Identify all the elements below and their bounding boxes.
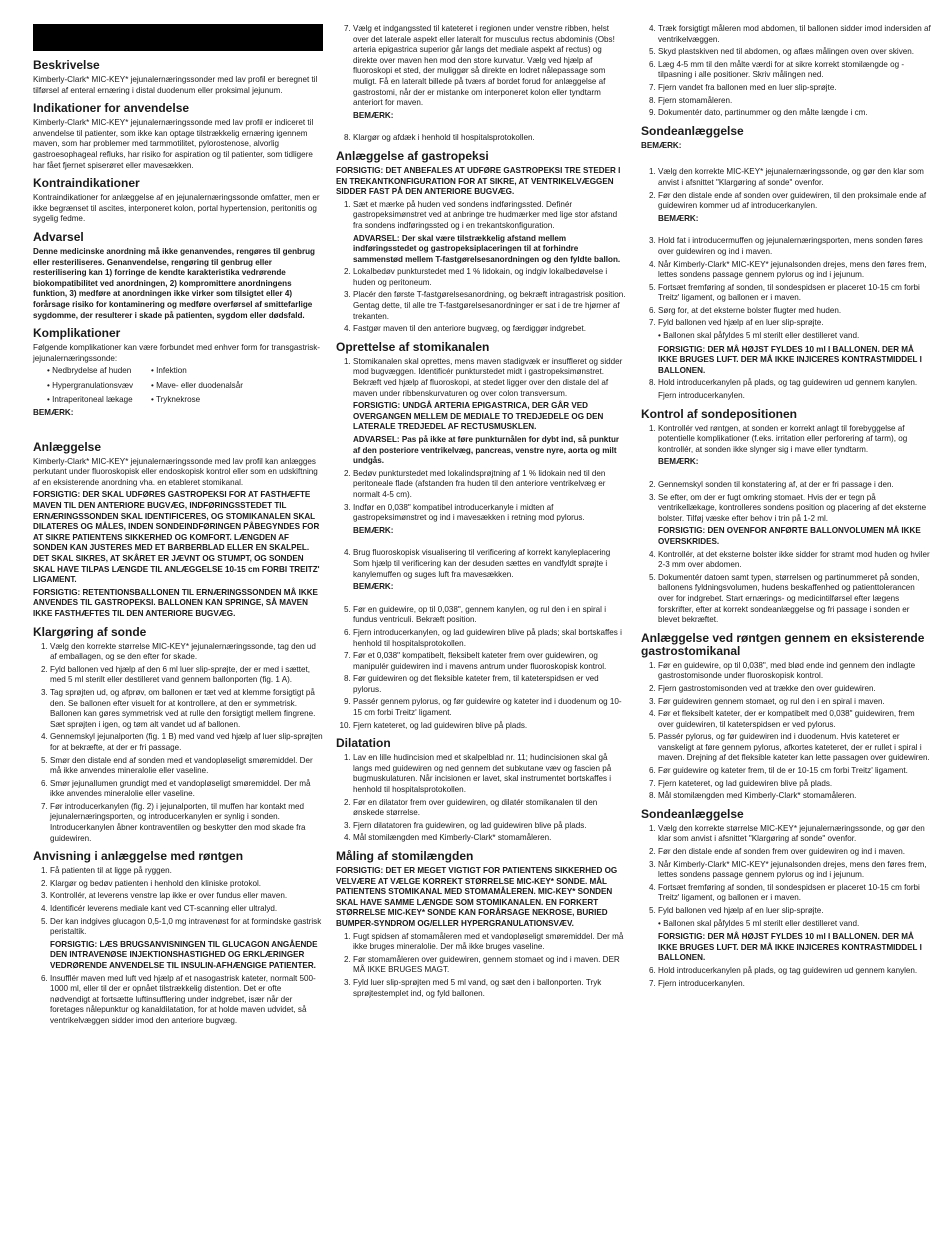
list-item-text: Før en guidewire, op til 0,038", med blød ende ind gennem den indlagte gastrostomisonde under fluoroskopisk kontrol.: [658, 660, 916, 681]
column-left: [33, 24, 323, 1029]
bullet-note: • Ballonen skal påfyldes 5 ml sterilt eller destilleret vand.: [658, 918, 860, 928]
list-item-text: Gennemskyl jejunalporten (fig. 1 B) med vand ved hjælp af luer slip-sprøjten for at bekræfte, at der er fri passage.: [50, 732, 323, 752]
list-item-text: Insufflér maven med luft ved hjælp af et nasogastrisk kateter, normalt 500-1000 ml, eller til der er opnået tilstrækkelig distention. Det er ofte nødvendigt at fortsætte luftinsufflering under indgrebet, især når der foretages nålepunktur og kanaldilatation, for at holde maven udvidet, så ventrikelvæggen sidder imod den anteriore bugvæg.: [50, 973, 316, 1025]
list-item-text: Fjern introducerkanylen.: [658, 978, 745, 988]
list-item: [658, 906, 931, 964]
note-label: BEMÆRK:: [658, 457, 699, 467]
list-item-text: Før stomamåleren over guidewiren, gennem stomaet og ind i maven. DER MÅ IKKE BRUGES MAGT.: [353, 954, 620, 975]
numbered-list: [641, 167, 931, 401]
section-heading: Måling af stomilængden: [336, 849, 474, 863]
warning-text: FORSIGTIG: DET ANBEFALES AT UDFØRE GASTROPEKSI TRE STEDER I EN TREKANTKONFIGURATION FOR AT SIKRE, AT VENTRIKELVÆGGEN SIDDER FAST PÅ DEN ANTERIORE BUGVÆG.: [336, 165, 621, 197]
bullet-note: • Ballonen skal påfyldes 5 ml sterilt eller destilleret vand.: [658, 331, 860, 341]
list-item-text: Der kan indgives glucagon 0,5-1,0 mg intravenøst for at formindske gastrisk peristaltik.: [50, 916, 322, 937]
section-heading: Anlæggelse af gastropeksi: [336, 148, 489, 163]
list-item: [658, 847, 931, 858]
list-item-text: Indfør en 0,038" kompatibel introducerkanyle i midten af gastropeksimønstret og ind i mavesækken i retning mod pylorus.: [353, 502, 585, 523]
list-item-text: Mål stomilængden med Kimberly-Clark* stomamåleren.: [658, 791, 857, 801]
section-heading: Kontrol af sondepositionen: [641, 406, 797, 421]
list-item-text: Træk forsigtigt måleren mod abdomen, til ballonen sidder imod indersiden af ventrikelvæggen.: [658, 24, 931, 44]
warning-text: FORSIGTIG: DER MÅ HØJST FYLDES 10 ml I BALLONEN. DER MÅ IKKE BRUGES LUFT. DER MÅ IKKE INJICERES KONTRASTMIDDEL I BALLONEN.: [658, 932, 922, 963]
list-item-text: Sørg for, at det eksterne bolster flugter med huden.: [658, 305, 842, 315]
list-item: [353, 503, 626, 537]
list-item: [50, 974, 323, 1027]
list-item: [658, 709, 931, 730]
list-item: [658, 550, 931, 571]
list-item: [658, 60, 931, 81]
list-item-text: Fjern introducerkanylen, og lad guidewiren blive på plads; skal bortskaffes i henhold til hospitalsprotokollen.: [353, 627, 622, 648]
list-item-text: Fjern stomamåleren.: [658, 95, 733, 105]
paragraph: Kimberly-Clark* MIC-KEY* jejunalernæringssonder med lav profil er beregnet til tilførsel af enteral ernæring i distal duodenum eller proksimal jejunum.: [33, 75, 318, 95]
list-item-text: Sæt et mærke på huden ved sondens indføringssted. Definér gastropeksimønstret ved at anbringe tre hudmærker med lige stor afstand fra sondens indføringssted og i en trekantskonfiguration.: [353, 199, 618, 230]
list-item-text: Før den distale ende af sonden frem over guidewiren og ind i maven.: [658, 847, 905, 857]
list-item-text: Gennemskyl sonden til konstatering af, at der er fri passage i den.: [658, 480, 894, 489]
list-item: [50, 665, 323, 686]
list-item-text: Før et 0,038" kompatibelt, fleksibelt kateter frem over guidewiren, og manipulér guidewiren ind i mavens antrum under fluoroskopisk kontrol.: [353, 651, 607, 671]
warning-text: FORSIGTIG: DET ER MEGET VIGTIGT FOR PATIENTENS SIKKERHED OG VELVÆRE AT VÆLGE KORREKT STØRRELSE MIC-KEY* SONDE. MÅL PATIENTENS STOMIKANAL MED STOMAMÅLEREN. MIC-KEY* SONDEN SKAL HAVE SAMME LÆNGDE SOM STOMIKANALEN. EN FORKERT STØRRELSE MIC-KEY* SONDE KAN FORÅRSAGE NEKROSE, BURIED BUMPER-SYNDROM OG/ELLER HYPERGRANULATIONSVÆV.: [336, 866, 618, 928]
numbered-list: [336, 24, 626, 144]
list-item-text: Før en dilatator frem over guidewiren, og dilatér stomikanalen til den ønskede størrelse.: [353, 797, 598, 818]
section-heading: Oprettelse af stomikanalen: [336, 339, 490, 354]
section-heading: Beskrivelse: [33, 58, 100, 72]
list-item: [353, 200, 626, 266]
list-item: [50, 642, 323, 663]
list-item-text: Smør jejunallumen grundigt med et vandopløseligt smøremiddel. Der må ikke anvendes mineralolie eller vaseline.: [50, 778, 311, 799]
list-item-text: Fortsæt fremføring af sonden, til sondespidsen er placeret 10-15 cm forbi Treitz' ligament, og ballonen er i maven.: [658, 282, 920, 303]
list-item-text: Før guidewiren og det fleksible kateter frem, til kateterspidsen er ved pylorus.: [353, 674, 599, 694]
note-label: BEMÆRK:: [353, 582, 394, 592]
list-item-text: Når Kimberly-Clark* MIC-KEY* jejunalsonden drejes, mens den føres frem, lettes sondens passage gennem pylorus og ind i jejunum.: [658, 859, 927, 880]
list-item: [658, 684, 931, 695]
list-item: [658, 378, 931, 401]
list-item-text: Fjern kateteret, og lad guidewiren blive på plads.: [658, 778, 833, 788]
list-item-text: Skyd plastskiven ned til abdomen, og aflæs målingen oven over skiven.: [658, 47, 914, 57]
list-item-text: Vælg den korrekte MIC-KEY* jejunalernæringssonde, og gør den klar som anvist i afsnittet "Klargøring af sonde" ovenfor.: [658, 167, 924, 187]
list-item-text: Hold fat i introducermuffen og jejunalernæringsporten, mens sonden føres over guidewiren og ind i maven.: [658, 236, 923, 256]
list-item: [50, 732, 323, 753]
list-item: [658, 283, 931, 304]
note-label: BEMÆRK:: [353, 525, 394, 535]
list-item-text: Fyld ballonen ved hjælp af den 6 ml luer slip-sprøjte, der er med i sættet, med 5 ml sterilt eller destilleret vand gennem ballonporten (fig. 1 A).: [50, 664, 311, 685]
warning-text: FORSIGTIG: RETENTIONSBALLONEN TIL ERNÆRINGSSONDEN MÅ IKKE ANVENDES TIL GASTROPEKSI. BALLONEN KAN SPRINGE, SÅ MAVEN IKKE FASTHÆFTES TIL DEN ANTERIORE BUGVÆG.: [33, 587, 318, 618]
list-item-text: Fugt spidsen af stomamåleren med et vandopløseligt smøremiddel. Der må ikke bruges mineralolie. Der må ikke bruges vaseline.: [353, 931, 624, 952]
list-item: [353, 674, 626, 695]
list-item: [50, 779, 323, 800]
list-item: [658, 824, 931, 845]
list-item-text: Fyld ballonen ved hjælp af en luer slip-sprøjte.: [658, 318, 824, 328]
list-item-text: Før introducerkanylen (fig. 2) i jejunalporten, til muffen har kontakt med jejunalernæringsporten, og introducerkanylen er synlig i sonden. Introducerkanylen åbner kontraventilen og beskytter den mod skade fra guidewiren.: [50, 801, 306, 843]
bullet-note: Fjern introducerkanylen.: [658, 391, 745, 401]
list-item-text: Placér den første T-fastgørelsesanordning, og bekræft intragastrisk position. Gentag dette, til alle tre T-fastgørelsesanordninger er sat i de tre hjørner af trekanten.: [353, 290, 626, 321]
list-item-text: Før guidewire og kateter frem, til de er 10-15 cm forbi Treitz' ligament.: [658, 766, 908, 776]
list-item: [658, 260, 931, 281]
column-middle: [336, 24, 626, 1001]
list-item-text: Passér gennem pylorus, og før guidewire og kateter ind i duodenum og 10-15 cm forbi Treitz' ligament.: [353, 697, 622, 718]
list-item-text: Klargør og afdæk i henhold til hospitalsprotokollen.: [353, 133, 535, 143]
list-item-text: Før guidewiren gennem stomaet, og rul den i en spiral i maven.: [658, 696, 885, 706]
section-heading: Advarsel: [33, 229, 84, 244]
complication-list: [33, 366, 323, 406]
column-right: [641, 24, 931, 991]
list-item: [353, 324, 626, 335]
list-item-text: Stomikanalen skal oprettes, mens maven stadigvæk er insuffleret og sidder mod bugvæggen. Identificér punkturstedet midt i gastropeksimønstret. Bekræft ved hjælp af fluoroskopi, at stedet ligger over den distale del af maven under ribbenskurvaturen og over colon transversum.: [353, 356, 623, 398]
numbered-list: [336, 753, 626, 844]
numbered-list: [641, 24, 931, 119]
list-item: [658, 979, 931, 990]
note-label: BEMÆRK:: [33, 408, 74, 418]
numbered-list: [33, 642, 323, 845]
numbered-list: [33, 866, 323, 1026]
list-item-text: Se efter, om der er fugt omkring stomaet. Hvis der er tegn på ventrikellækage, kontrolleres sondens position og placering af det eksterne bolster. Tilføj væske efter behov i trin på 1-2 ml.: [658, 492, 927, 523]
section-heading: Komplikationer: [33, 326, 121, 341]
warning-text: FORSIGTIG: DER MÅ HØJST FYLDES 10 ml I BALLONEN. DER MÅ IKKE BRUGES LUFT. DER MÅ IKKE INJICERES KONTRASTMIDDEL I BALLONEN.: [658, 344, 922, 375]
list-item-text: Læg 4-5 mm til den målte værdi for at sikre korrekt stomilængde og -tilpasning i alle positioner. Skriv målingen ned.: [658, 59, 905, 80]
list-item: [658, 108, 931, 119]
list-item: [658, 697, 931, 708]
list-item: [353, 628, 626, 649]
list-item: [658, 83, 931, 94]
header-bar: [33, 24, 323, 51]
list-item: [658, 24, 931, 45]
paragraph: Følgende komplikationer kan være forbundet med enhver form for transgastrisk-jejunalernæringssonde:: [33, 343, 321, 363]
list-item: [353, 24, 626, 121]
list-item: [353, 267, 626, 288]
list-item-text: Lokalbedøv punkturstedet med 1 % lidokain, og indgiv lokalbedøvelse i huden og peritoneum.: [353, 267, 608, 287]
advarsel-text: ADVARSEL: Der skal være tilstrækkelig afstand mellem indføringsstedet og gastropeksiplaceringen til at forhindre sammenstød mellem T-fastgørelsesanordningen og den fyldte ballon.: [353, 233, 621, 264]
warning-text: FORSIGTIG: LÆS BRUGSANVISNINGEN TIL GLUCAGON ANGÅENDE DEN INTRAVENØSE INJEKTIONSHASTIGHED OG ERKLÆRINGER VEDRØRENDE ANVENDELSE TIL INSULIN-AFHÆNGIGE PATIENTER.: [50, 939, 318, 970]
section-heading: Sondeanlæggelse: [641, 123, 744, 138]
warning-text: FORSIGTIG: UNDGÅ ARTERIA EPIGASTRICA, DER GÅR VED OVERGANGEN MELLEM DE MEDIALE TO TREDJEDELE OG DEN LATERALE TREDJEDEL AF RECTUSMUSKLEN.: [353, 401, 604, 432]
complication-item: • Infektion: [151, 366, 291, 377]
spacer: [33, 421, 323, 435]
list-item: [50, 904, 323, 915]
list-item-text: Hold introducerkanylen på plads, og tag guidewiren ud gennem kanylen.: [658, 965, 918, 975]
list-item: [658, 318, 931, 376]
list-item-text: Fjern dilatatoren fra guidewiren, og lad guidewiren blive på plads.: [353, 820, 587, 830]
complication-item: • Intraperitoneal lækage: [47, 395, 151, 406]
list-item-text: Når Kimberly-Clark* MIC-KEY* jejunalsonden drejes, mens den føres frem, lettes sondens passage gennem pylorus og ind i jejunum.: [658, 259, 927, 280]
list-item-text: Identificér leverens mediale kant ved CT-scanning eller ultralyd.: [50, 904, 278, 914]
section-heading: Dilatation: [336, 736, 391, 751]
list-item: [658, 424, 931, 468]
list-item: [658, 306, 931, 317]
warning-text: Denne medicinske anordning må ikke genanvendes, rengøres til genbrug eller resteriliseres. Genanvendelse, rengøring til genbrug eller resterilisering kan 1) forringe de kendte karakteristika vedrørende biokompatibilitet ved anordningen, 2) kompromittere anordningens funktion, 3) medføre at anordningen ikke virker som tilsigtet eller 4) forårsage risiko for kontaminering og medføre overførsel af smittefarlige sygdomme, der resulterer i skade på patienten, sygdom eller dødsfald.: [33, 246, 316, 320]
list-item: [50, 756, 323, 777]
list-item-text: Få patienten til at ligge på ryggen.: [50, 866, 172, 876]
list-item: [353, 548, 626, 592]
list-item: [353, 798, 626, 819]
note-label: BEMÆRK:: [641, 140, 682, 150]
note-label: BEMÆRK:: [658, 213, 699, 223]
list-item-text: Vælg et indgangssted til kateteret i regionen under venstre ribben, helst over det laterale aspekt eller lateralt for musculus rectus abdominis (Obs! arteria epigastrica superior går langs det mediale aspekt af rectus) og direkte over maven hen mod den store kurvatur. Vælg ved hjælp af fluoroskopi et sted, der muliggør så direkte en lodret nålepassage som muligt. Få en lateralt billede på tværs af bordet forud for anlæggelse af gastrostomi, når der er mistanke om interponeret kolon eller tyndtarm anteriort for maven.: [353, 24, 615, 108]
list-item: [658, 480, 931, 491]
list-item-text: Vælg den korrekte størrelse MIC-KEY* jejunalernæringssonde, og gør den klar som anvist i afsnittet "Klargøring af sonde" ovenfor.: [658, 823, 925, 844]
list-item-text: Kontrollér, at det eksterne bolster ikke sidder for stramt mod huden og hviler 2-3 mm over abdomen.: [658, 549, 930, 570]
list-item: [658, 766, 931, 777]
section-heading: Indikationer for anvendelse: [33, 101, 190, 116]
list-item: [658, 883, 931, 904]
list-item: [658, 236, 931, 257]
list-item-text: Lav en lille hudincision med et skalpelblad nr. 11; hudincisionen skal gå langs med guidewiren og ned gennem det subkutane væv og fascien på bugmuskulaturen. Når incisionen er lavet, skal instrumentet bortskaffes i henhold til hospitalsprotokollen.: [353, 753, 612, 795]
section-heading: Anvisning i anlæggelse med røntgen: [33, 849, 244, 864]
numbered-list: [641, 424, 931, 626]
list-item-text: Før den distale ende af sonden over guidewiren, til den proksimale ende af guidewiren kommer ud af introducerkanylen.: [658, 190, 927, 211]
list-item-text: Bedøv punkturstedet med lokalindsprøjtning af 1 % lidokain ned til den peritoneale flade (afstanden fra huden til den anteriore ventrikelvæg er normalt 4-5 cm).: [353, 468, 606, 499]
list-item: [353, 357, 626, 467]
complication-item: • Hypergranulationsvæv: [47, 381, 151, 392]
list-item: [658, 167, 931, 188]
list-item: [658, 47, 931, 58]
list-item-text: Fortsæt fremføring af sonden, til sondespidsen er placeret 10-15 cm forbi Treitz' ligament, og ballonen er i maven.: [658, 882, 920, 903]
numbered-list: [336, 932, 626, 1000]
list-item: [658, 191, 931, 225]
advarsel-text: ADVARSEL: Pas på ikke at føre punkturnålen for dybt ind, så punktur af den posteriore ventrikelvæg, pancreas, venstre nyre, aorta og milt undgås.: [353, 435, 620, 466]
paragraph: Kimberly-Clark* MIC-KEY* jejunalernæringssonde med lav profil er indiceret til anvendelse til patienter, som ikke kan optage tilstrækkelig ernæring igennem maven, som har problemer med tarmmotilitet, pylorostenose, alvorlig gastroesophageal refluks, har risiko for aspiration og til patienter, som tidligere har fået fjernet spiserøret eller mavesækken.: [33, 118, 314, 170]
list-item: [353, 651, 626, 672]
list-item: [50, 879, 323, 890]
list-item: [658, 966, 931, 977]
paragraph: Kontraindikationer for anlæggelse af en jejunalernæringssonde omfatter, men er ikke begrænset til ascites, interponeret kolon, portal hypertension, peritonitis og sygelig fedme.: [33, 193, 320, 224]
list-item: [50, 917, 323, 972]
list-item: [658, 493, 931, 548]
list-item: [353, 955, 626, 976]
list-item: [658, 779, 931, 790]
warning-text: FORSIGTIG: DER SKAL UDFØRES GASTROPEKSI FOR AT FASTHÆFTE MAVEN TIL DEN ANTERIORE BUGVÆG, INDFØRINGSSTEDET TIL ERNÆRINGSSONDEN SKAL IDENTIFICERES, OG STOMIKANALEN SKAL DILATERES OG MÅLES, INDEN SONDEINDFØRINGEN PÅBEGYNDES FOR AT SIKRE PATIENTENS SIKKERHED OG KOMFORT. LÆNGDEN AF SONDEN KAN JUSTERES MED ET BARBERBLAD ELLER EN SKALPEL. DET SKAL SIKRES, AT SKÅRET ER JÆVNT OG STUMPT, OG SONDEN SKAL HAVE TILPAS LÆNGDE TIL ANLÆGGELSE 10-15 cm FORBI TREITZ' LIGAMENT.: [33, 490, 320, 585]
section-heading: Klargøring af sonde: [33, 624, 147, 639]
list-item-text: Fyld ballonen ved hjælp af en luer slip-sprøjte.: [658, 906, 824, 915]
list-item-text: Før en guidewire, op til 0,038", gennem kanylen, og rul den i en spiral i fundus ventriculi. Bekræft position.: [353, 604, 607, 625]
numbered-list: [336, 357, 626, 731]
list-item-text: Vælg den korrekte størrelse MIC-KEY* jejunalernæringssonde, tag den ud af emballagen, og se den efter for skade.: [50, 641, 316, 662]
list-item: [50, 891, 323, 902]
list-item: [353, 821, 626, 832]
list-item: [658, 96, 931, 107]
list-item-text: Hold introducerkanylen på plads, og tag guidewiren ud gennem kanylen.: [658, 378, 918, 388]
list-item: [50, 688, 323, 730]
section-heading: Anlæggelse: [33, 439, 102, 454]
list-item: [353, 133, 626, 144]
list-item: [658, 732, 931, 764]
list-item: [353, 290, 626, 322]
list-item-text: Fjern kateteret, og lad guidewiren blive på plads.: [353, 720, 528, 730]
list-item: [353, 833, 626, 844]
list-item: [658, 661, 931, 682]
list-item: [658, 791, 931, 802]
section-heading: Kontraindikationer: [33, 176, 140, 191]
section-heading: Sondeanlæggelse: [641, 806, 744, 821]
list-item: [50, 866, 323, 877]
paragraph: Kimberly-Clark* MIC-KEY* jejunalernæringssonde med lav profil kan anlægges perkutant under fluoroskopisk eller endoskopisk kontrol eller som en udskiftning af en eksisterende anordning vha. en etableret stomikanal.: [33, 456, 318, 487]
list-item: [353, 721, 626, 732]
complication-item: • Nedbrydelse af huden: [47, 366, 151, 377]
list-item-text: Fyld luer slip-sprøjten med 5 ml vand, og sæt den i ballonporten. Tryk sprøjtestemplet ind, og fyld ballonen.: [353, 977, 602, 998]
list-item-text: Smør den distale end af sonden med et vandopløseligt smøremiddel. Der må ikke anvendes mineralolie eller vaseline.: [50, 755, 313, 776]
section-heading: Anlæggelse ved røntgen gennem en eksisterende gastrostomikanal: [641, 630, 925, 658]
warning-text: FORSIGTIG: DEN OVENFOR ANFØRTE BALLONVOLUMEN MÅ IKKE OVERSKRIDES.: [658, 526, 921, 546]
list-item-text: Fjern gastrostomisonden ved at trække den over guidewiren.: [658, 683, 876, 693]
list-item-text: Klargør og bedøv patienten i henhold den kliniske protokol.: [50, 878, 262, 888]
list-item-text: Tag sprøjten ud, og afprøv, om ballonen er tæt ved at klemme forsigtigt på den. Se ballonen efter visuelt for at kontrollere, at den er symmetrisk. Ballonen kan gøres symmetrisk ved at rulle den forsigtigt mellem fingrene. Sæt sprøjten i igen, og tøm alt vandet ud af ballonen.: [50, 687, 316, 729]
complication-item: • Tryknekrose: [151, 395, 291, 406]
list-item-text: Fastgør maven til den anteriore bugvæg, og færdiggør indgrebet.: [353, 324, 587, 334]
list-item: [353, 932, 626, 953]
list-item: [353, 753, 626, 795]
list-item-text: Dokumentér dato, partinummer og den målte længde i cm.: [658, 108, 868, 118]
list-item-text: Dokumentér datoen samt typen, størrelsen og partinummeret på sonden, ballonens fyldningsvolumen, hudens beskaffenhed og patienttolerancen over for indgrebet. Start ernærings- og medicintilførsel efter lægens forskrifter, efter at korrekt sondeanlæggelse og fri passage i sonden er blevet bekræftet.: [658, 572, 920, 625]
spacer: [641, 153, 931, 167]
list-item: [658, 573, 931, 626]
numbered-list: [336, 200, 626, 335]
numbered-list: [641, 661, 931, 802]
list-item-text: Før et fleksibelt kateter, der er kompatibelt med 0,038" guidewiren, frem over guidewiren, til kateterspidsen er ved pylorus.: [658, 709, 915, 729]
list-item-text: Fjern vandet fra ballonen med en luer slip-sprøjte.: [658, 82, 837, 92]
note-label: BEMÆRK:: [353, 110, 394, 120]
list-item: [353, 978, 626, 999]
list-item-text: Mål stomilængden med Kimberly-Clark* stomamåleren.: [353, 833, 552, 843]
list-item-text: Brug fluoroskopisk visualisering til verificering af korrekt kanyleplacering Som hjælp til verificering kan der desuden sættes en vandfyldt sprøjte i kanylemuffen og suges luft fra mavesækken.: [353, 548, 611, 579]
list-item: [50, 802, 323, 844]
complication-item: • Mave- eller duodenalsår: [151, 381, 291, 392]
list-item-text: Passér pylorus, og før guidewiren ind i duodenum. Hvis kateteret er vanskeligt at føre gennem pylorus, afkortes kateteret, der er rullet i spiral i maven. Drejning af det fleksible kateter kan lette passagen over guidewiren.: [658, 732, 930, 763]
list-item: [353, 697, 626, 718]
list-item-text: Kontrollér, at leverens venstre lap ikke er over fundus eller maven.: [50, 891, 288, 901]
numbered-list: [641, 824, 931, 989]
list-item: [353, 605, 626, 626]
list-item: [353, 469, 626, 501]
list-item-text: Kontrollér ved røntgen, at sonden er korrekt anlagt til forebyggelse af potentielle komplikationer (f.eks. irritation eller perforering af tarm), og kontrollér, at sonden ikke slynger sig i mave eller tyndtarm.: [658, 423, 908, 454]
list-item: [658, 860, 931, 881]
